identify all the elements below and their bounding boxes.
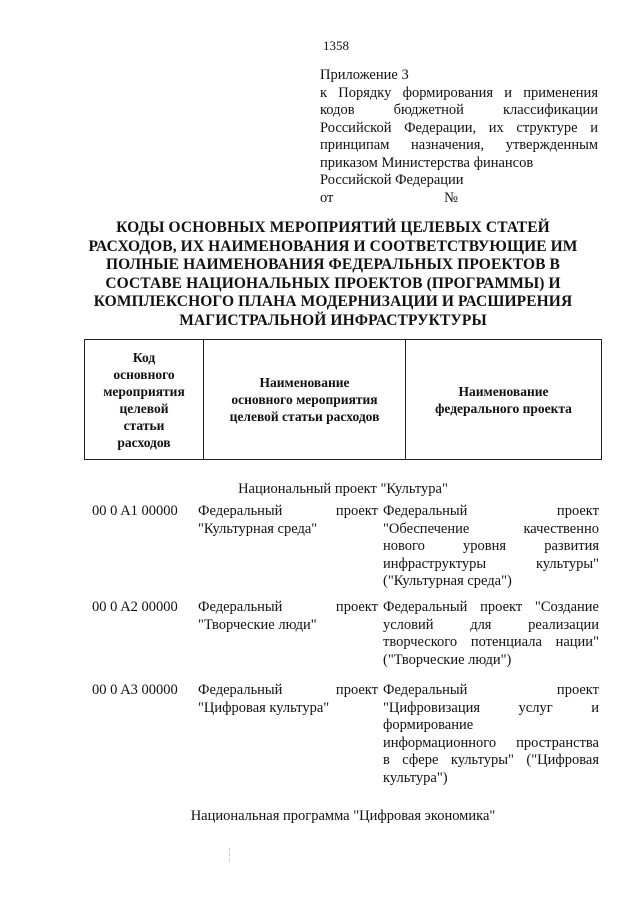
row-federal-project — [383, 599, 599, 669]
appendix-line: принципам назначения, утвержденным — [320, 137, 598, 153]
appendix-line: кодов бюджетной классификации — [320, 102, 598, 118]
title-line: ПОЛНЫЕ НАИМЕНОВАНИЯ ФЕДЕРАЛЬНЫХ ПРОЕКТОВ В — [106, 256, 560, 273]
row-fed-line: культура") — [383, 769, 448, 786]
row-fed-line: ("Творческие люди") — [383, 651, 512, 668]
header-text: федерального проекта — [435, 400, 572, 416]
page-number: 1358 — [323, 38, 349, 53]
header-text: целевой — [119, 400, 169, 416]
row-fed-line: формирование — [383, 717, 474, 733]
header-code-cell — [85, 340, 204, 460]
appendix-line: приказом Министерства финансов — [320, 154, 534, 171]
document-title — [84, 219, 582, 330]
header-text: Наименование — [458, 383, 549, 399]
row-federal-project — [383, 682, 599, 787]
header-federal-project-cell — [406, 340, 602, 460]
row-code: 00 0 A2 00000 — [92, 599, 178, 615]
row-fed-line: ("Культурная среда") — [383, 573, 512, 589]
header-activity-name-cell — [204, 340, 406, 460]
appendix-block — [320, 67, 598, 207]
row-fed-line: Федеральный проект — [383, 503, 599, 519]
row-name — [198, 599, 378, 634]
row-name-line: Федеральный проект — [198, 503, 378, 519]
from-label: от — [320, 189, 334, 206]
appendix-date-number — [320, 190, 458, 208]
title-line: КОМПЛЕКСНОГО ПЛАНА МОДЕРНИЗАЦИИ И РАСШИРЕНИЯ — [93, 293, 573, 310]
row-fed-line: Федеральный проект — [383, 682, 599, 698]
row-name-line: "Творческие люди" — [198, 616, 317, 633]
row-fed-line: "Цифровизация услуг и — [383, 699, 599, 716]
row-name-line: Федеральный проект — [198, 599, 378, 615]
title-line: МАГИСТРАЛЬНОЙ ИНФРАСТРУКТУРЫ — [179, 311, 487, 329]
appendix-line: Российской Федерации, их структуре и — [320, 119, 598, 136]
row-fed-line: Федеральный проект "Создание — [383, 599, 599, 615]
section-heading: Национальная программа "Цифровая экономика" — [190, 808, 496, 824]
row-fed-line: информационного пространства — [383, 734, 599, 751]
header-text: основного — [113, 366, 175, 382]
row-federal-project — [383, 503, 599, 591]
appendix-line: к Порядку формирования и применения — [320, 84, 598, 101]
row-fed-line: в сфере культуры" ("Цифровая — [383, 752, 599, 768]
row-name — [198, 503, 378, 538]
row-code: 00 0 A1 00000 — [92, 503, 178, 519]
row-fed-line: инфраструктуры культуры" — [383, 555, 599, 572]
row-name-line: "Цифровая культура" — [198, 699, 330, 716]
header-table — [84, 339, 602, 460]
row-fed-line: нового уровня развития — [383, 538, 599, 554]
header-text: основного мероприятия — [231, 392, 378, 407]
row-fed-line: творческого потенциала нации" — [383, 634, 599, 650]
appendix-line: Российской Федерации — [320, 172, 464, 188]
header-text: целевой статьи расходов — [229, 409, 380, 424]
row-name-line: Федеральный проект — [198, 682, 378, 698]
row-name-line: "Культурная среда" — [198, 520, 318, 537]
header-text: Наименование — [259, 375, 350, 390]
scan-mark — [229, 848, 232, 862]
title-line: РАСХОДОВ, ИХ НАИМЕНОВАНИЯ И СООТВЕТСТВУЮЩИЕ ИМ — [88, 237, 578, 255]
title-line: КОДЫ ОСНОВНЫХ МЕРОПРИЯТИЙ ЦЕЛЕВЫХ СТАТЕЙ — [116, 219, 550, 236]
row-fed-line: условий для реализации — [383, 616, 599, 633]
appendix-line: Приложение 3 — [320, 67, 409, 83]
number-label: № — [444, 189, 458, 206]
row-code: 00 0 A3 00000 — [92, 682, 178, 698]
row-fed-line: "Обеспечение качественно — [383, 520, 599, 537]
header-text: статьи — [123, 417, 165, 433]
title-line: СОСТАВЕ НАЦИОНАЛЬНЫХ ПРОЕКТОВ (ПРОГРАММЫ) И — [105, 274, 561, 292]
header-text: расходов — [117, 434, 171, 450]
header-text: мероприятия — [103, 383, 185, 399]
section-heading: Национальный проект "Культура" — [238, 481, 448, 497]
header-text: Код — [132, 349, 156, 365]
row-name — [198, 682, 378, 717]
